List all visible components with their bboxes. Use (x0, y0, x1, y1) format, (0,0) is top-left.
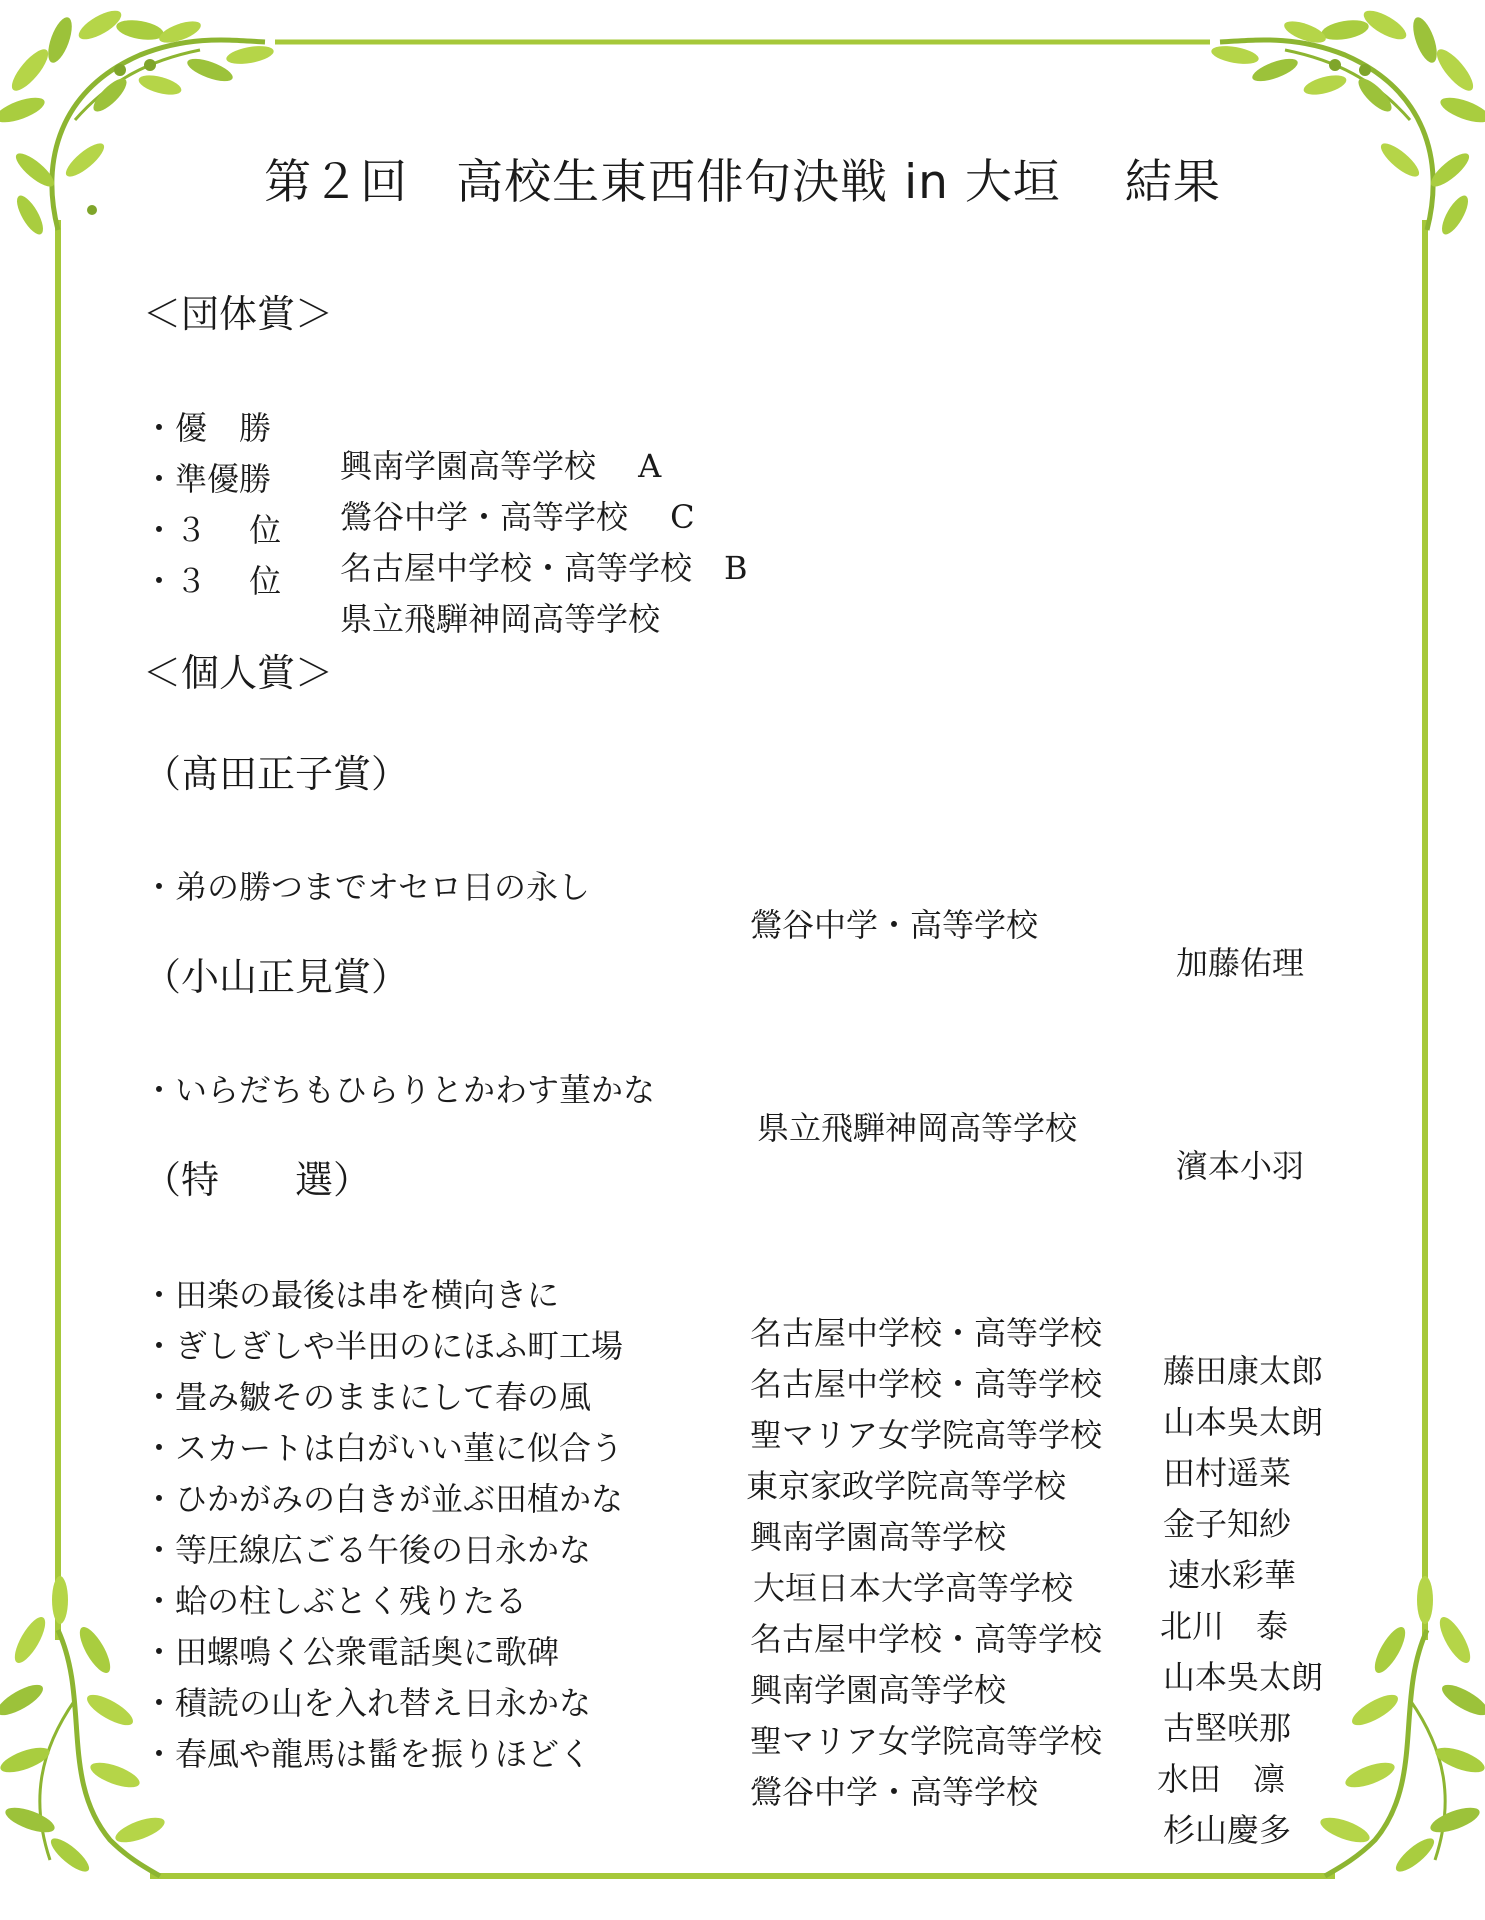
student-name: 藤田康太郎 (1163, 1352, 1324, 1390)
page-title: 第２回 高校生東西俳句決戦 in 大垣 結果 (264, 155, 1221, 210)
individual-award-heading: ＜個人賞＞ (143, 651, 334, 695)
haiku-text: ・弟の勝つまでオセロ日の永し (143, 868, 591, 906)
team-school: 県立飛騨神岡高等学校 (340, 600, 661, 638)
student-name: 速水彩華 (1168, 1556, 1297, 1594)
student-name: 山本吳太朗 (1163, 1658, 1324, 1696)
school-name: 鶯谷中学・高等学校 (750, 906, 1039, 944)
haiku-text: ・スカートは白がいい菫に似合う (143, 1429, 624, 1467)
school-name: 大垣日本大学高等学校 (753, 1569, 1074, 1607)
student-name: 古堅咲那 (1163, 1709, 1292, 1747)
student-name: 杉山慶多 (1163, 1811, 1292, 1849)
school-name: 興南学園高等学校 (750, 1671, 1007, 1709)
school-name: 東京家政学院高等学校 (746, 1467, 1067, 1505)
haiku-text: ・畳み皺そのままにして春の風 (143, 1378, 592, 1416)
haiku-text: ・春風や龍馬は髷を振りほどく (143, 1735, 592, 1773)
school-name: 県立飛騨神岡高等学校 (757, 1109, 1078, 1147)
haiku-text: ・ひかがみの白きが並ぶ田植かな (143, 1480, 624, 1518)
student-name: 加藤佑理 (1176, 944, 1305, 982)
takada-award-heading: （髙田正子賞） (143, 752, 410, 796)
haiku-text: ・いらだちもひらりとかわす菫かな (143, 1071, 656, 1109)
haiku-text: ・蛤の柱しぶとく残りたる (143, 1582, 528, 1620)
team-rank: ・優 勝 (143, 409, 272, 447)
school-name: 聖マリア女学院高等学校 (750, 1722, 1103, 1760)
team-school: 鶯谷中学・高等学校 C (340, 498, 695, 536)
team-school: 興南学園高等学校 A (340, 447, 662, 485)
student-name: 田村遥菜 (1163, 1454, 1292, 1492)
school-name: 名古屋中学校・高等学校 (750, 1365, 1103, 1403)
school-name: 聖マリア女学院高等学校 (750, 1416, 1103, 1454)
student-name: 濱本小羽 (1176, 1147, 1305, 1185)
school-name: 名古屋中学校・高等学校 (750, 1620, 1103, 1658)
special-award-heading: （特 選） (143, 1158, 372, 1202)
team-rank: ・準優勝 (143, 460, 272, 498)
student-name: 水田 凛 (1157, 1760, 1286, 1798)
haiku-text: ・積読の山を入れ替え日永かな (143, 1684, 592, 1722)
student-name: 金子知紗 (1163, 1505, 1292, 1543)
haiku-text: ・田螺鳴く公衆電話奥に歌碑 (143, 1633, 560, 1671)
school-name: 鶯谷中学・高等学校 (750, 1773, 1039, 1811)
haiku-text: ・ぎしぎしや半田のにほふ町工場 (143, 1327, 624, 1365)
haiku-text: ・等圧線広ごる午後の日永かな (143, 1531, 592, 1569)
school-name: 名古屋中学校・高等学校 (750, 1314, 1103, 1352)
student-name: 北川 泰 (1160, 1607, 1289, 1645)
school-name: 興南学園高等学校 (750, 1518, 1007, 1556)
haiku-text: ・田楽の最後は串を横向きに (143, 1276, 560, 1314)
student-name: 山本吳太朗 (1163, 1403, 1324, 1441)
team-rank: ・３ 位 (143, 562, 282, 600)
team-rank: ・３ 位 (143, 511, 282, 549)
team-school: 名古屋中学校・高等学校 B (340, 549, 748, 587)
team-award-heading: ＜団体賞＞ (143, 292, 334, 336)
koyama-award-heading: （小山正見賞） (143, 955, 410, 999)
